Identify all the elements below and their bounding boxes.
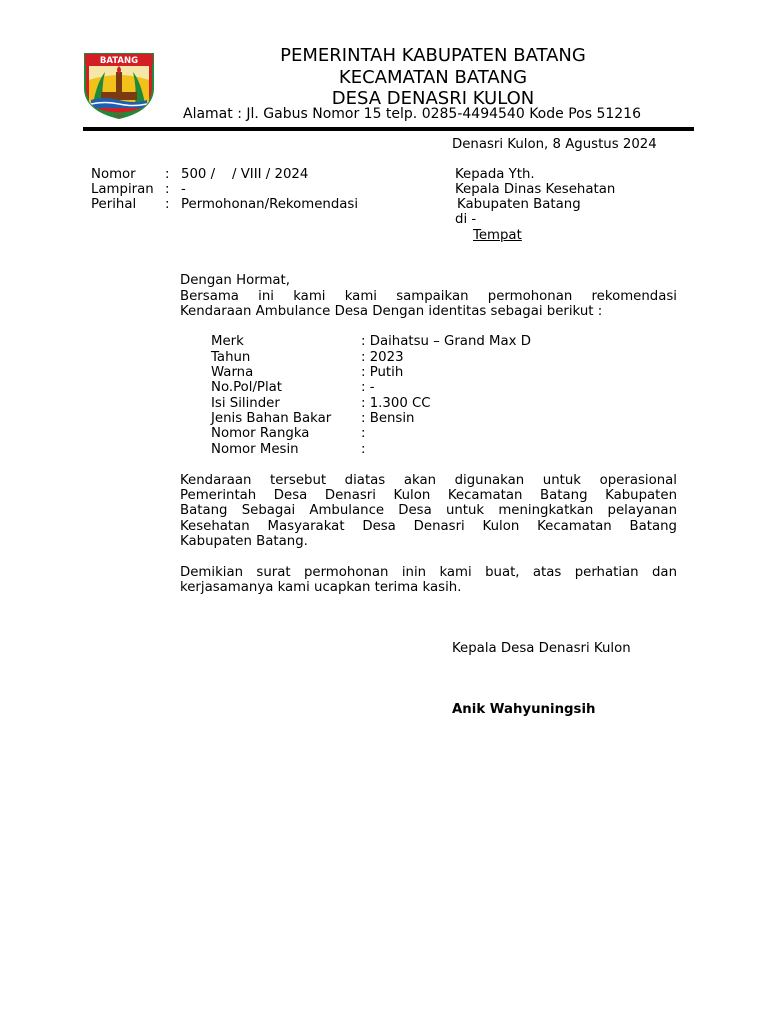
perihal-colon: : [165,197,170,212]
lampiran-colon: : [165,182,170,197]
vehicle-label: Merk [211,334,244,349]
vehicle-label: Nomor Mesin [211,442,299,457]
perihal-value: Permohonan/Rekomendasi [181,197,359,212]
vehicle-value: : [361,426,366,441]
vehicle-value: : Daihatsu – Grand Max D [361,334,532,349]
recipient-at: di - [455,212,477,227]
purpose-line: Pemerintah Desa Denasri Kulon Kecamatan Batang Kabupaten [180,488,677,504]
vehicle-label: Warna [211,365,254,380]
letterhead-divider [83,127,694,131]
letterhead-government: PEMERINTAH KABUPATEN BATANG [280,45,586,66]
salutation: Dengan Hormat, [180,273,290,288]
vehicle-value: : - [361,380,375,395]
lampiran-value: - [181,182,186,197]
vehicle-label: Isi Silinder [211,396,280,411]
intro-paragraph [180,289,677,319]
vehicle-value: : 1.300 CC [361,396,431,411]
closing-paragraph [180,565,677,595]
recipient-regency: Kabupaten Batang [457,197,581,212]
purpose-line: Kesehatan Masyarakat Desa Denasri Kulon Kecamatan Batang [180,518,677,534]
emblem-banner-text: BATANG [99,56,139,66]
vehicle-label: No.Pol/Plat [211,380,283,395]
purpose-line: Kendaraan tersebut diatas akan digunakan untuk operasional [180,473,677,488]
closing-line: Demikian surat permohonan inin kami buat, atas perhatian dan [180,565,677,580]
letterhead-village: DESA DENASRI KULON [331,88,535,109]
perihal-label: Perihal [91,197,137,212]
place-date: Denasri Kulon, 8 Agustus 2024 [452,137,657,152]
batang-regency-emblem [83,52,155,120]
intro-line: Kendaraan Ambulance Desa Dengan identitas sebagai berikut : [180,304,603,320]
recipient-place: Tempat [473,228,522,243]
closing-line: kerjasamanya kami ucapkan terima kasih. [180,580,462,596]
letterhead-district: KECAMATAN BATANG [338,67,528,88]
vehicle-value: : 2023 [361,350,404,365]
purpose-line: Batang Sebagai Ambulance Desa untuk meningkatkan pelayanan [180,503,677,519]
recipient-office: Kepala Dinas Kesehatan [455,182,616,197]
recipient-greeting: Kepada Yth. [455,167,535,182]
purpose-line: Kabupaten Batang. [180,533,308,549]
letterhead-address: Alamat : Jl. Gabus Nomor 15 telp. 0285-4494540 Kode Pos 51216 [183,106,641,122]
intro-line: Bersama ini kami kami sampaikan permohonan rekomendasi [180,289,677,304]
lampiran-label: Lampiran [91,182,154,197]
nomor-colon: : [165,167,170,182]
vehicle-label: Tahun [211,350,251,365]
nomor-label: Nomor [91,167,136,182]
signatory-title: Kepala Desa Denasri Kulon [452,641,631,656]
vehicle-value: : [361,442,366,457]
vehicle-value: : Bensin [361,411,415,426]
purpose-paragraph [180,473,677,549]
vehicle-value: : Putih [361,365,404,380]
vehicle-label: Jenis Bahan Bakar [211,411,332,426]
nomor-value: 500 / / VIII / 2024 [181,167,309,182]
signatory-name: Anik Wahyuningsih [452,702,596,717]
vehicle-label: Nomor Rangka [211,426,310,441]
